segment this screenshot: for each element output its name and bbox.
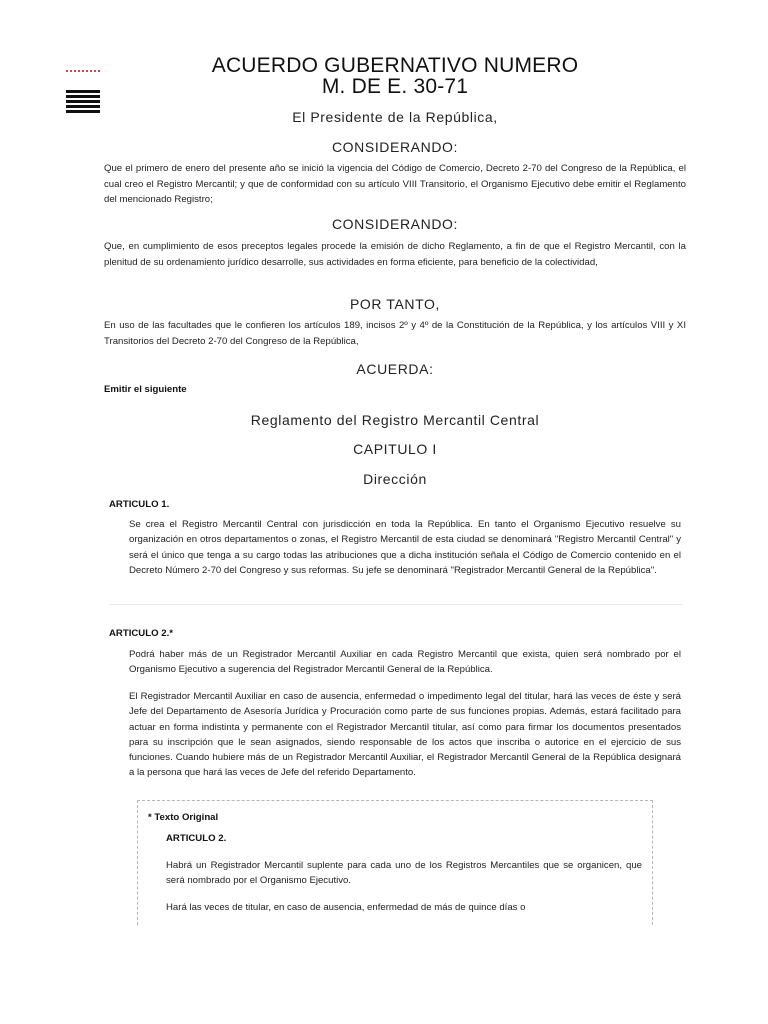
considerando-2-text: Que, en cumplimiento de esos preceptos legales procede la emisión de dicho Reglamento, a fin de que el Registro Mercantil, con la plenitud de su ordenamiento jurídico desarrolle, sus actividades en forma eficiente, para beneficio de la colectividad, (104, 241, 686, 268)
por-tanto-text: En uso de las facultades que le confieren los artículos 189, incisos 2º y 4º de la Constitución de la República, y los artículos VIII y XI Transitorios del Decreto 2-70 del Congreso de la República, (104, 320, 686, 347)
articulo-2-label: ARTICULO 2.* (109, 628, 173, 639)
section-divider (110, 604, 682, 605)
texto-original-text-1: Habrá un Registrador Mercantil suplente para cada uno de los Registros Mercantiles que se organicen, que será nombrado por el Organismo Ejecutivo. (166, 860, 642, 887)
considerando-1-text: Que el primero de enero del presente año se inició la vigencia del Código de Comercio, Decreto 2-70 del Congreso de la República, el cual creo el Registro Mercantil; y que de conformidad con su artículo VIII Transitorio, el Organismo Ejecutivo debe emitir el Reglamento del mencionado Registro; (104, 163, 686, 205)
articulo-1-text: Se crea el Registro Mercantil Central con jurisdicción en toda la República. En tanto el Organismo Ejecutivo resuelve su organización en otros departamentos o zonas, el Registro Mercantil de esta ciudad se denominará "Registro Mercantil Central" y será el único que tenga a su cargo todas las atribuciones que a dicha institución señala el Código de Comercio contenido en el Decreto Número 2-70 del Congreso y sus reformas. Su jefe se denominará "Registrador Mercantil General de la República". (129, 519, 681, 576)
reglamento-title: Reglamento del Registro Mercantil Central (250, 412, 540, 428)
texto-original-articulo-label: ARTICULO 2. (166, 833, 227, 844)
capitulo-heading: CAPITULO I (353, 441, 437, 457)
considerando-1-heading: CONSIDERANDO: (331, 139, 459, 155)
texto-original-label: * Texto Original (148, 812, 219, 823)
seccion-heading: Dirección (363, 471, 427, 487)
document-title-line2: M. DE E. 30-71 (321, 75, 469, 98)
considerando-2-heading: CONSIDERANDO: (331, 216, 459, 232)
emitir-label: Emitir el siguiente (104, 384, 187, 395)
document-title-line1: ACUERDO GUBERNATIVO NUMERO (211, 54, 579, 77)
president-line: El Presidente de la República, (292, 109, 498, 125)
articulo-1-label: ARTICULO 1. (109, 499, 170, 510)
acuerda-heading: ACUERDA: (356, 361, 434, 377)
articulo-2-text-1: Podrá haber más de un Registrador Mercantil Auxiliar en cada Registro Mercantil que exista, quien será nombrado por el Organismo Ejecutivo a sugerencia del Registrador Mercantil General de la República. (129, 649, 681, 676)
texto-original-text-2: Hará las veces de titular, en caso de ausencia, enfermedad de más de quince días o (166, 902, 526, 913)
por-tanto-heading: POR TANTO, (349, 296, 440, 312)
articulo-2-text-2: El Registrador Mercantil Auxiliar en caso de ausencia, enfermedad o impedimento legal del titular, hará las veces de éste y será Jefe del Departamento de Asesoría Jurídica y Procuración como parte de sus funciones propias. Además, estará facilitado para actuar en forma indistinta y permanente con el Registrador Mercantil titular, así como para firmar los documentos presentados para su inscripción que le sean asignados, siendo responsable de los actos que inscriba o autorice en el ejercicio de sus funciones. Cuando hubiere más de un Registrador Mercantil Auxiliar, el Registrador Mercantil General de la República designará a la persona que hará las veces de Jefe del referido Departamento. (129, 691, 681, 779)
